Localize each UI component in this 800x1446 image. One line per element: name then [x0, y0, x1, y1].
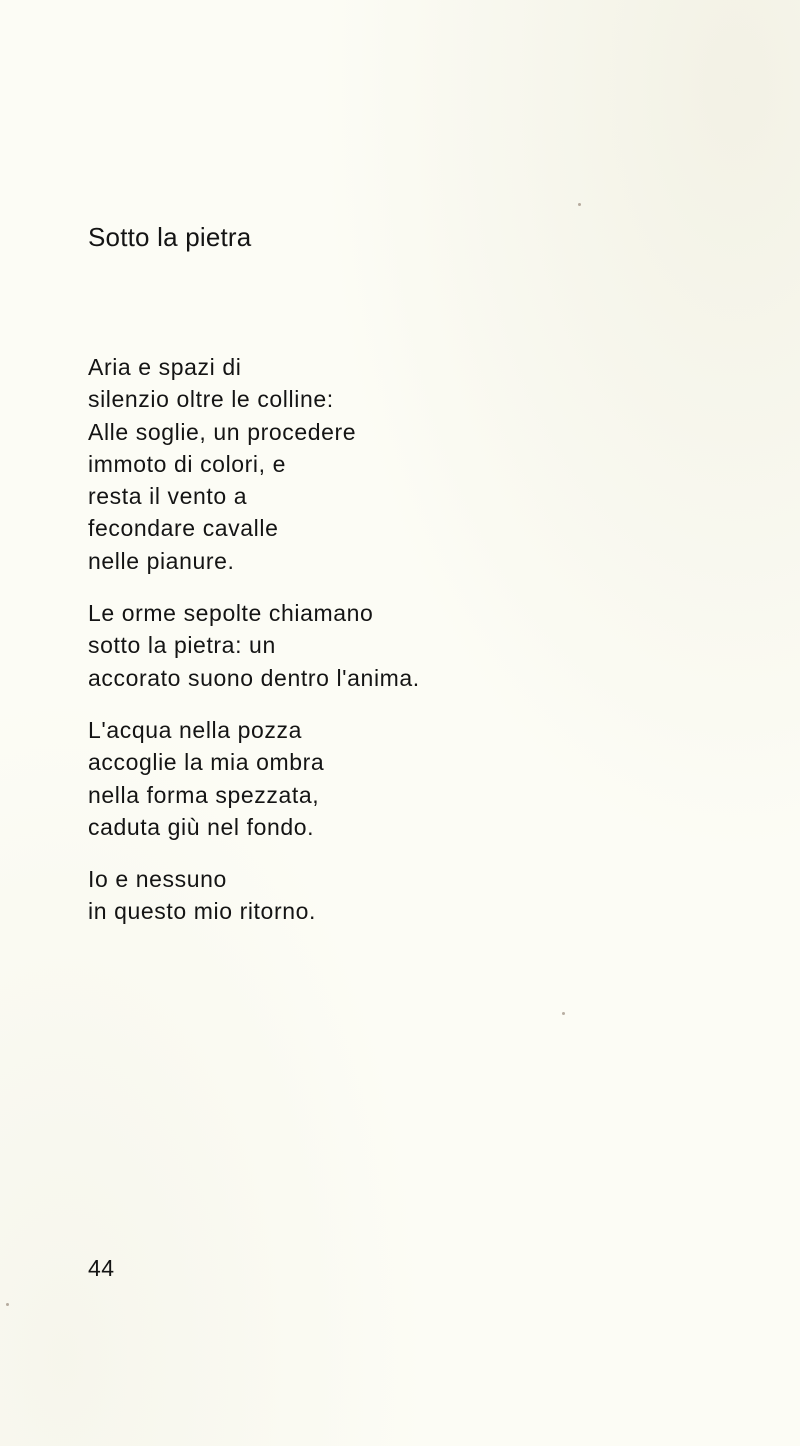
poem-body	[88, 351, 708, 948]
paper-speck	[562, 1012, 565, 1015]
poem-line: nelle pianure.	[88, 547, 235, 574]
poem-line: silenzio oltre le colline:	[88, 386, 334, 413]
paper-speck	[6, 1303, 9, 1306]
poem-line: fecondare cavalle	[88, 515, 279, 542]
poem-line: Aria e spazi di	[88, 354, 242, 380]
poem-line: accorato suono dentro l'anima.	[88, 664, 420, 691]
stanza-2	[88, 597, 708, 694]
poem-line: Io e nessuno	[88, 866, 227, 893]
stanza-1	[88, 351, 708, 577]
poem-line: accoglie la mia ombra	[88, 749, 325, 776]
poem-title: Sotto la pietra	[88, 222, 252, 252]
poem-line: resta il vento a	[88, 483, 248, 510]
poem-line: Alle soglie, un procedere	[88, 418, 357, 445]
poem-line: L'acqua nella pozza	[88, 716, 302, 743]
page-number: 44	[88, 1255, 115, 1281]
poem-line: immoto di colori, e	[88, 450, 287, 477]
poem-line: nella forma spezzata,	[88, 781, 320, 808]
poem-line: in questo mio ritorno.	[88, 898, 316, 925]
poem-line: sotto la pietra: un	[88, 632, 276, 659]
poem-line: Le orme sepolte chiamano	[88, 600, 374, 627]
poem-line: caduta giù nel fondo.	[88, 813, 315, 840]
paper-speck	[578, 203, 581, 206]
stanza-3	[88, 714, 708, 843]
stanza-4	[88, 863, 708, 928]
